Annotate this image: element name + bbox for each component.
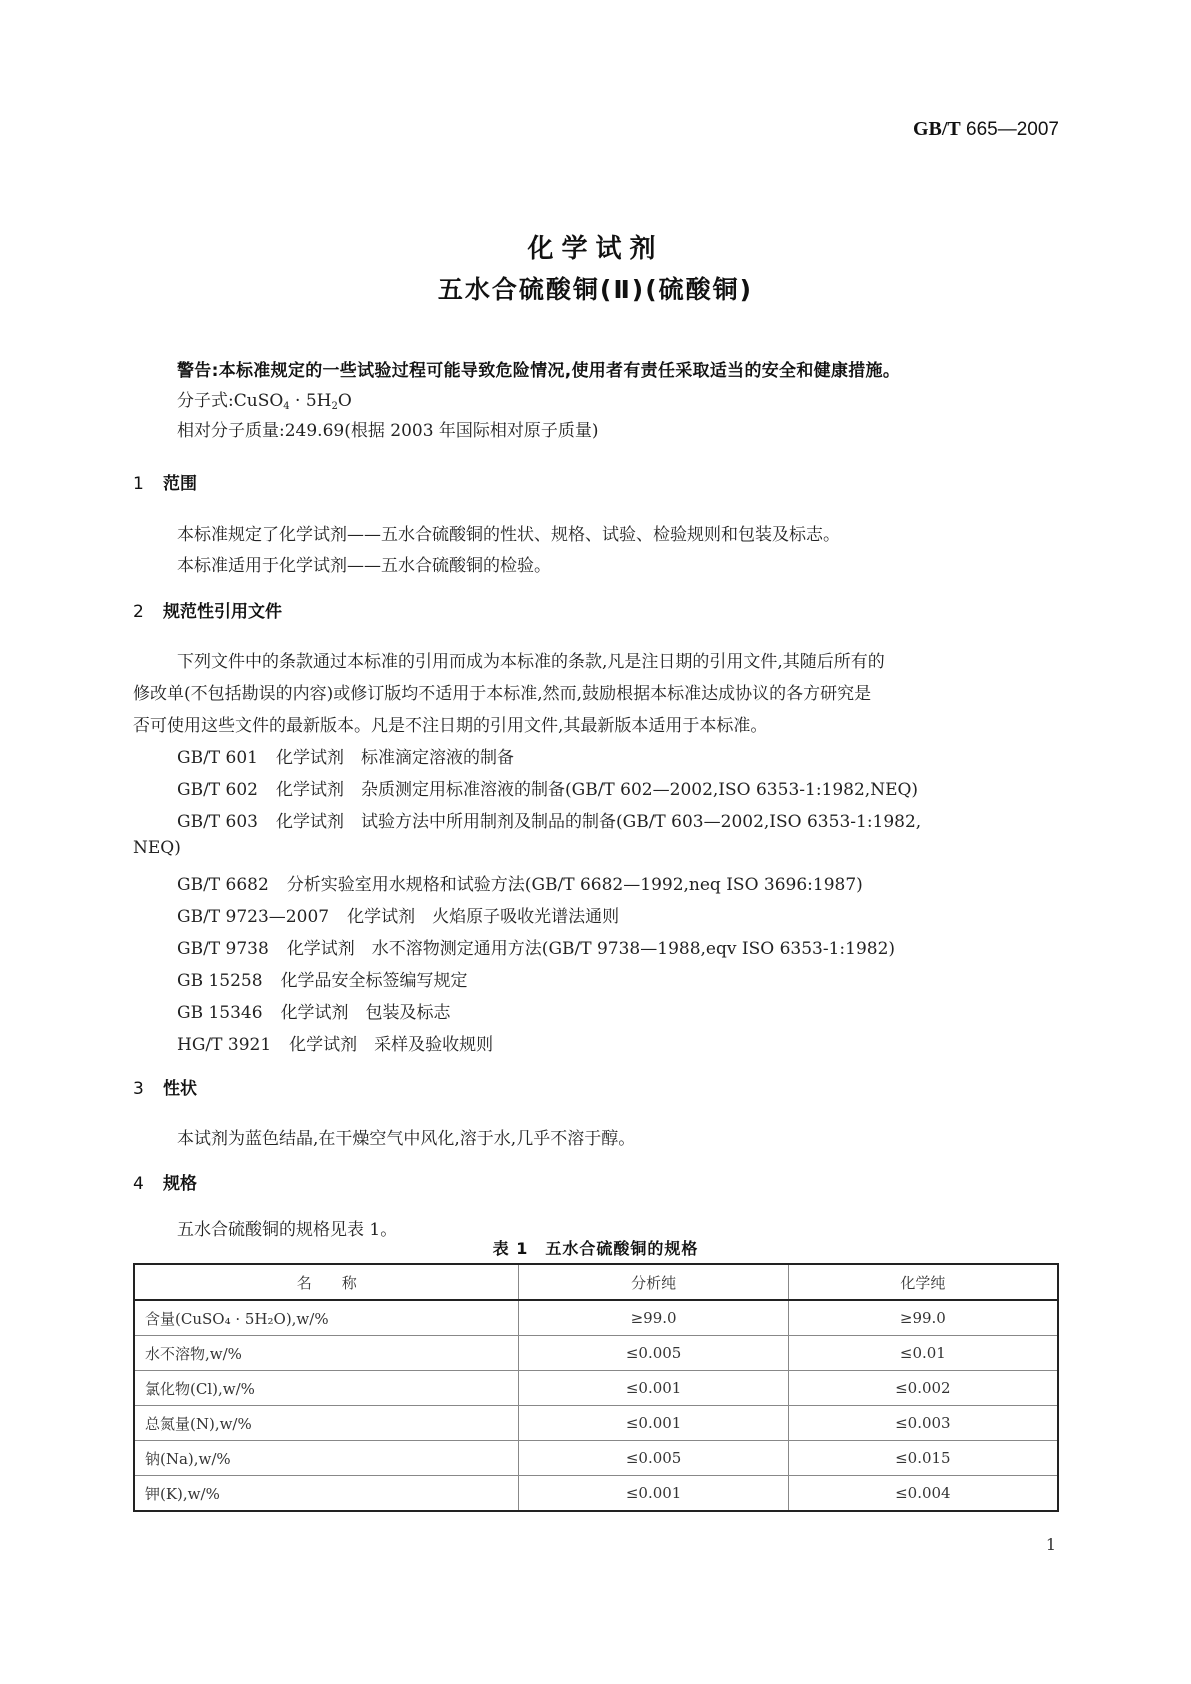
paragraph: 五水合硫酸铜的规格见表 1。 <box>177 1220 398 1240</box>
section-heading-normative-references <box>133 597 282 622</box>
table-header-row <box>134 1264 1058 1300</box>
formula-subscript: 4 <box>283 401 290 412</box>
specification-table <box>133 1263 1059 1512</box>
row-value-cp: ≤0.015 <box>788 1441 1058 1476</box>
row-value-cp: ≥99.0 <box>788 1300 1058 1336</box>
standard-prefix: GB/T <box>912 118 961 140</box>
reference-continuation: NEQ) <box>133 838 181 858</box>
reference-code: GB 15258 <box>177 971 263 991</box>
section-title: 性状 <box>163 1079 197 1099</box>
paragraph: 修改单(不包括勘误的内容)或修订版均不适用于本标准,然而,鼓励根据本标准达成协议的各方研究是 <box>133 684 872 704</box>
table-row <box>134 1476 1058 1512</box>
paragraph: 本标准适用于化学试剂——五水合硫酸铜的检验。 <box>177 556 551 576</box>
row-name: 水不溶物,w/% <box>134 1336 519 1371</box>
reference-title: 化学试剂 杂质测定用标准溶液的制备(GB/T 602—2002,ISO 6353-1:1982,NEQ) <box>276 780 919 800</box>
formula-part: · 5H <box>289 391 332 411</box>
section-title: 范围 <box>163 474 197 494</box>
formula-label: 分子式: <box>177 391 234 411</box>
row-value-ar: ≤0.001 <box>519 1476 788 1512</box>
row-name: 氯化物(Cl),w/% <box>134 1371 519 1406</box>
reference-code: GB/T 603 <box>177 812 258 832</box>
paragraph: 否可使用这些文件的最新版本。凡是不注日期的引用文件,其最新版本适用于本标准。 <box>133 716 768 736</box>
table-row <box>134 1441 1058 1476</box>
table-row <box>134 1300 1058 1336</box>
page-number: 1 <box>1045 1535 1056 1554</box>
molecular-formula <box>177 386 352 412</box>
reference-title: 化学品安全标签编写规定 <box>280 971 468 991</box>
row-value-ar: ≤0.005 <box>519 1441 788 1476</box>
reference-title: 化学试剂 水不溶物测定通用方法(GB/T 9738—1988,eqv ISO 6353-1:1982) <box>286 939 896 959</box>
document-title-product: 五水合硫酸铜(Ⅱ)(硫酸铜) <box>437 275 754 304</box>
section-title: 规格 <box>163 1174 197 1194</box>
reference-title: 化学试剂 标准滴定溶液的制备 <box>276 748 514 768</box>
paragraph: 本标准规定了化学试剂——五水合硫酸铜的性状、规格、试验、检验规则和包装及标志。 <box>177 525 840 545</box>
reference-code: GB/T 9723—2007 <box>177 907 330 927</box>
reference-item <box>177 1030 493 1055</box>
column-header-chemically-pure: 化学纯 <box>788 1264 1058 1300</box>
formula-part: O <box>337 391 352 411</box>
reference-code: GB/T 601 <box>177 748 258 768</box>
safety-warning: 警告:本标准规定的一些试验过程可能导致危险情况,使用者有责任采取适当的安全和健康措施。 <box>177 361 901 381</box>
reference-title: 化学试剂 试验方法中所用制剂及制品的制备(GB/T 603—2002,ISO 6353-1:1982, <box>276 812 922 832</box>
standard-code: 665—2007 <box>966 119 1059 140</box>
row-value-cp: ≤0.004 <box>788 1476 1058 1512</box>
section-heading-properties <box>133 1074 197 1099</box>
formula-subscript: 2 <box>331 401 338 412</box>
table-caption: 表 1 五水合硫酸铜的规格 <box>492 1239 699 1258</box>
row-name: 含量(CuSO₄ · 5H₂O),w/% <box>134 1300 519 1336</box>
reference-item <box>177 743 514 768</box>
reference-item <box>177 966 468 991</box>
column-header-name: 名 称 <box>134 1264 519 1300</box>
row-value-ar: ≤0.001 <box>519 1406 788 1441</box>
formula-part: CuSO <box>233 391 284 411</box>
section-number: 1 <box>133 474 144 494</box>
reference-item <box>177 870 863 895</box>
reference-code: HG/T 3921 <box>177 1035 272 1055</box>
reference-item <box>177 775 918 800</box>
reference-title: 化学试剂 包装及标志 <box>280 1003 451 1023</box>
row-name: 钠(Na),w/% <box>134 1441 519 1476</box>
paragraph: 下列文件中的条款通过本标准的引用而成为本标准的条款,凡是注日期的引用文件,其随后所有的 <box>177 652 885 672</box>
paragraph: 本试剂为蓝色结晶,在干燥空气中风化,溶于水,几乎不溶于醇。 <box>177 1129 636 1149</box>
section-heading-scope <box>133 469 197 494</box>
reference-item <box>177 998 451 1023</box>
row-value-ar: ≤0.001 <box>519 1371 788 1406</box>
row-value-cp: ≤0.01 <box>788 1336 1058 1371</box>
reference-title: 分析实验室用水规格和试验方法(GB/T 6682—1992,neq ISO 3696:1987) <box>286 875 863 895</box>
reference-code: GB/T 602 <box>177 780 258 800</box>
reference-item <box>177 807 921 832</box>
row-value-cp: ≤0.002 <box>788 1371 1058 1406</box>
row-name: 钾(K),w/% <box>134 1476 519 1512</box>
section-number: 3 <box>133 1079 144 1099</box>
reference-code: GB 15346 <box>177 1003 263 1023</box>
reference-code: GB/T 6682 <box>177 875 269 895</box>
table-row <box>134 1406 1058 1441</box>
section-number: 2 <box>133 602 144 622</box>
table-row <box>134 1336 1058 1371</box>
row-value-ar: ≤0.005 <box>519 1336 788 1371</box>
reference-title: 化学试剂 火焰原子吸收光谱法通则 <box>347 907 620 927</box>
table-row <box>134 1371 1058 1406</box>
molar-mass: 相对分子质量:249.69(根据 2003 年国际相对原子质量) <box>177 421 599 441</box>
column-header-analytical-reagent: 分析纯 <box>519 1264 788 1300</box>
reference-title: 化学试剂 采样及验收规则 <box>289 1035 494 1055</box>
standard-number <box>913 118 1059 141</box>
reference-item <box>177 934 895 959</box>
row-name: 总氮量(N),w/% <box>134 1406 519 1441</box>
section-number: 4 <box>133 1174 144 1194</box>
section-heading-specifications <box>133 1169 197 1194</box>
section-title: 规范性引用文件 <box>163 602 282 622</box>
reference-code: GB/T 9738 <box>177 939 269 959</box>
document-title-category: 化学试剂 <box>527 234 664 264</box>
reference-item <box>177 902 619 927</box>
row-value-cp: ≤0.003 <box>788 1406 1058 1441</box>
row-value-ar: ≥99.0 <box>519 1300 788 1336</box>
